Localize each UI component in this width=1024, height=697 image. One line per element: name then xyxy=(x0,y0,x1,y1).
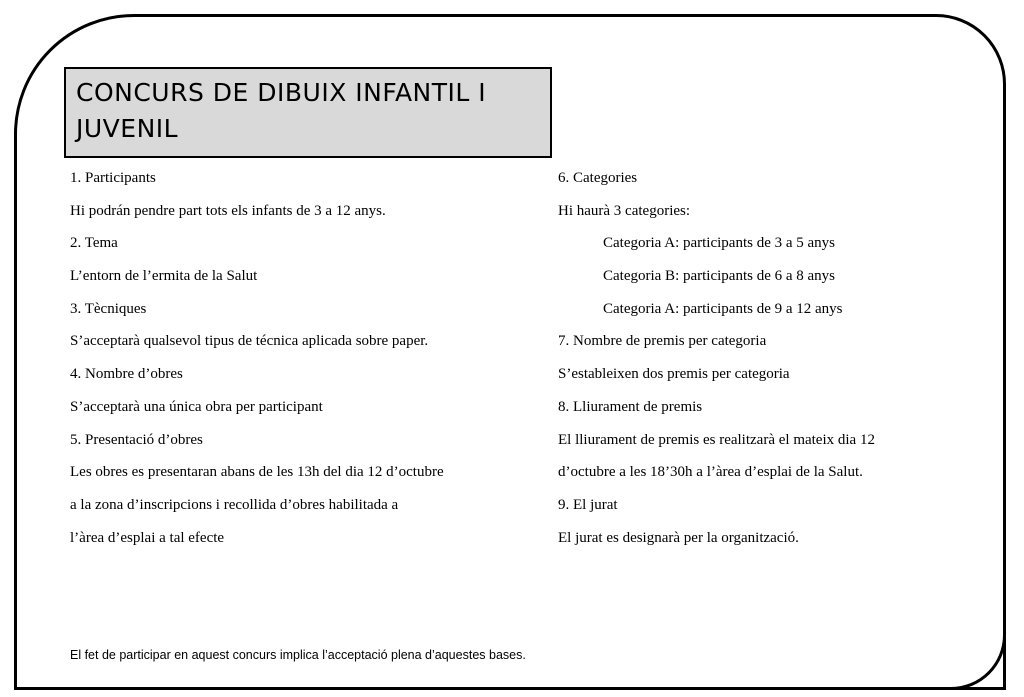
section-heading-nombre-obres: 4. Nombre d’obres xyxy=(70,366,183,383)
jurat-text: El jurat es designarà per la organització. xyxy=(558,529,799,546)
section-heading-premis: 7. Nombre de premis per categoria xyxy=(558,333,767,350)
presentacio-text-2: a la zona d’inscripcions i recollida d’obres habilitada a xyxy=(70,496,399,513)
category-item: Categoria B: participants de 6 a 8 anys xyxy=(603,268,836,285)
tecniques-text: S’acceptarà qualsevol tipus de técnica aplicada sobre paper. xyxy=(70,333,429,350)
section-heading-lliurament: 8. Lliurament de premis xyxy=(558,398,703,415)
category-item: Categoria A: participants de 9 a 12 anys xyxy=(603,300,843,317)
left-column xyxy=(70,165,540,557)
category-item: Categoria A: participants de 3 a 5 anys xyxy=(603,235,836,252)
nombre-obres-text: S’acceptarà una única obra per participant xyxy=(70,398,323,415)
section-heading-presentacio: 5. Presentació d’obres xyxy=(70,431,203,448)
section-heading-tecniques: 3. Tècniques xyxy=(70,300,147,317)
categories-intro: Hi haurà 3 categories: xyxy=(558,202,691,219)
section-heading-jurat: 9. El jurat xyxy=(558,496,618,513)
section-heading-categories: 6. Categories xyxy=(558,170,638,186)
section-heading-tema: 2. Tema xyxy=(70,235,118,252)
section-heading-participants: 1. Participants xyxy=(70,170,156,186)
right-column xyxy=(558,165,978,557)
page-title: CONCURS DE DIBUIX INFANTIL I JUVENIL xyxy=(76,78,487,143)
footer-note: El fet de participar en aquest concurs implica l’acceptació plena d’aquestes bases. xyxy=(70,648,526,662)
presentacio-text-1: Les obres es presentaran abans de les 13h del dia 12 d’octubre xyxy=(70,464,444,481)
presentacio-text-3: l’àrea d’esplai a tal efecte xyxy=(70,529,225,546)
lliurament-text-2: d’octubre a les 18’30h a l’àrea d’esplai de la Salut. xyxy=(558,464,863,481)
participants-text: Hi podrán pendre part tots els infants de 3 a 12 anys. xyxy=(70,202,386,219)
lliurament-text-1: El lliurament de premis es realitzarà el mateix dia 12 xyxy=(558,431,875,448)
tema-text: L’entorn de l’ermita de la Salut xyxy=(70,268,258,285)
title-box xyxy=(64,67,552,158)
premis-text: S’estableixen dos premis per categoria xyxy=(558,366,790,383)
